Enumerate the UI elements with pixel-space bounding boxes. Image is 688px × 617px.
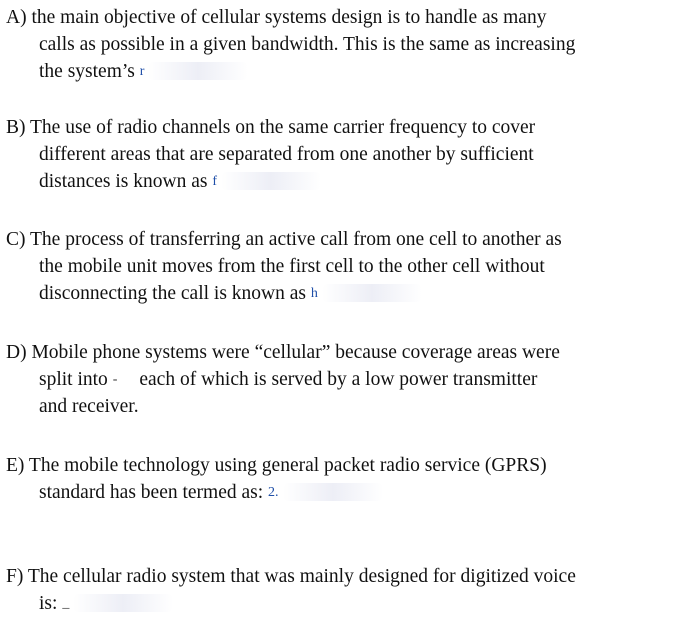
question-f-line-1: F) The cellular radio system that was mainly designed for digitized voice: [6, 566, 576, 587]
question-a: [6, 4, 686, 85]
question-e: [6, 452, 686, 506]
question-b-answer-mark: f: [212, 174, 217, 189]
question-e-answer-blank: [283, 483, 383, 501]
question-c-line-1: C) The process of transferring an active call from one cell to another as: [6, 229, 562, 250]
question-b-answer-blank: [221, 172, 321, 190]
question-d: [6, 339, 686, 420]
question-b-line-1: B) The use of radio channels on the same carrier frequency to cover: [6, 117, 536, 138]
question-b: [6, 114, 686, 195]
question-f-answer-mark: _: [62, 596, 70, 611]
question-f-line-2: [6, 590, 686, 617]
question-d-line-2-end: each of which is served by a low power transmitter: [139, 369, 538, 390]
question-d-answer-mark: -: [112, 372, 118, 387]
question-c-answer-mark: h: [310, 286, 318, 301]
question-c: [6, 226, 686, 307]
question-c-line-2: the mobile unit moves from the first cell to the other cell without: [39, 256, 545, 277]
question-a-line-1: A) the main objective of cellular systems design is to handle as many: [6, 7, 547, 28]
question-c-answer-blank: [322, 284, 422, 302]
question-a-line-3-text: the system’s: [39, 61, 135, 82]
question-b-line-3-text: distances is known as: [39, 171, 208, 192]
question-c-line-3: [6, 280, 686, 307]
question-d-line-1: D) Mobile phone systems were “cellular” because coverage areas were: [6, 342, 560, 363]
question-e-line-2: [6, 479, 686, 506]
question-b-line-3: [6, 168, 686, 195]
question-d-line-2-start: split into: [39, 369, 108, 390]
question-a-line-2: calls as possible in a given bandwidth. This is the same as increasing: [39, 34, 576, 55]
question-e-line-2-text: standard has been termed as:: [39, 482, 264, 503]
question-f-line-2-text: is:: [39, 593, 58, 614]
question-f: [6, 563, 686, 617]
question-a-answer-blank: [148, 62, 248, 80]
question-e-answer-mark: 2.: [268, 485, 279, 500]
question-a-answer-mark: r: [139, 64, 145, 79]
question-a-line-3: [6, 58, 686, 85]
question-d-line-3: and receiver.: [39, 396, 139, 417]
question-f-answer-blank: [73, 594, 173, 612]
question-e-line-1: E) The mobile technology using general packet radio service (GPRS): [6, 455, 547, 476]
question-b-line-2: different areas that are separated from one another by sufficient: [39, 144, 534, 165]
question-d-line-2: [6, 366, 686, 393]
question-c-line-3-text: disconnecting the call is known as: [39, 283, 306, 304]
